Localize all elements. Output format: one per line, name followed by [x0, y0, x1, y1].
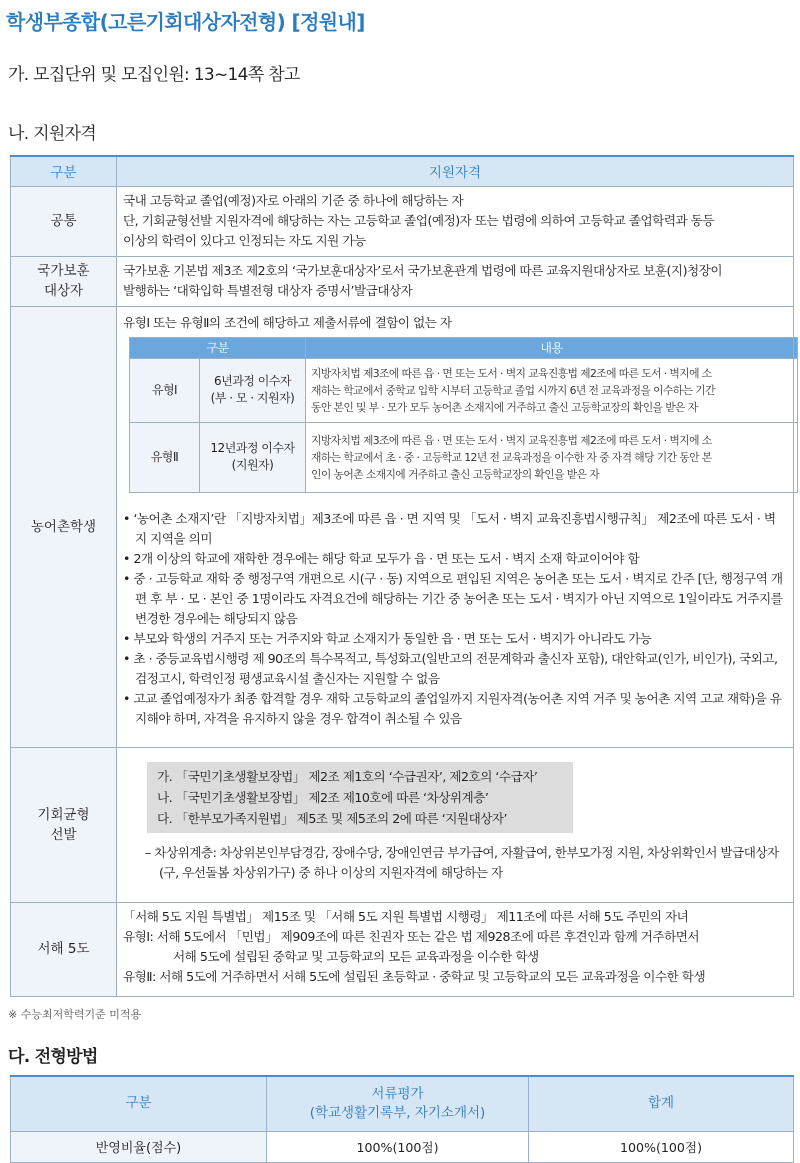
type-name: 유형Ⅰ — [130, 358, 200, 422]
row-label-seohae: 서해 5도 — [11, 902, 117, 996]
section-method-heading: 다. 전형방법 — [8, 1047, 98, 1067]
rural-notes-list — [123, 509, 787, 729]
eligibility-table — [10, 155, 794, 997]
method-table — [10, 1075, 794, 1163]
veteran-text: 국가보훈 기본법 제3조 제2호의 ‘국가보훈대상자’로서 국가보훈관계 법령에 따른 교육지원대상자로 보훈(지)청장이 발행하는 ‘대학입학 특별전형 대상자 증명서’발급대상자 — [117, 256, 794, 306]
inner-header-content: 내용 — [306, 337, 798, 358]
table-row — [11, 1131, 794, 1162]
list-item: • ‘농어촌 소재지’란 「지방자치법」제3조에 따른 읍 · 면 지역 및 「도서 · 벽지 교육진흥법시행규칙」 제2조에 따른 도서 · 벽지 지역을 의미 — [123, 509, 787, 549]
type-sub: 12년과정 이수자 (지원자) — [200, 422, 306, 492]
method-header-total: 합계 — [529, 1076, 794, 1131]
type-content: 지방자치법 제3조에 따른 읍 · 면 또는 도서 · 벽지 교육진흥법 제2조에 따른 도서 · 벽지에 소 재하는 학교에서 초 · 중 · 고등학교 12년 전 교육과정을 이수한 자 중 자격 해당 기간 동안 본 인이 농어촌 소재지에 거주하고 출신 고등학교장의 확인을 받은 자 — [306, 422, 798, 492]
opportunity-criteria-box: 가. 「국민기초생활보장법」 제2조 제1호의 ‘수급권자’, 제2호의 ‘수급자’ 나. 「국민기초생활보장법」 제2조 제10호에 따른 ‘차상위계층’ 다. 「한부모가족지원법」 제5조 및 제5조의 2에 따른 ‘지원대상자’ — [147, 762, 573, 833]
page-title: 학생부종합(고른기회대상자전형) [정원내] — [6, 10, 365, 34]
row-label-veteran: 국가보훈 대상자 — [11, 256, 117, 306]
common-text: 국내 고등학교 졸업(예정)자로 아래의 기준 중 하나에 해당하는 자 단, 기회균형선발 지원자격에 해당하는 자는 고등학교 졸업(예정)자 또는 법령에 의하여 고등학교 졸업학력과 동등 이상의 학력이 있다고 인정되는 자도 지원 가능 — [117, 186, 794, 256]
header-category: 구분 — [11, 156, 117, 186]
list-item: • 고교 졸업예정자가 최종 합격할 경우 재학 고등학교의 졸업일까지 지원자격(농어촌 지역 거주 및 농어촌 지역 고교 재학)을 유지해야 하며, 자격을 유지하지 않을 경우 합격이 취소될 수 있음 — [123, 689, 787, 729]
opportunity-note: – 차상위계층: 차상위본인부담경감, 장애수당, 장애인연금 부가급여, 자활급여, 한부모가정 지원, 차상위확인서 발급대상자(구, 우선돌봄 차상위가구) 중 하나 이상의 지원자격에 해당하는 자 — [145, 844, 779, 880]
list-item: • 2개 이상의 학교에 재학한 경우에는 해당 학교 모두가 읍 · 면 또는 도서 · 벽지 소재 학교이어야 함 — [123, 549, 787, 569]
rural-text — [117, 306, 794, 747]
row-opportunity — [11, 747, 794, 902]
section-recruitment-units: 가. 모집단위 및 모집인원: 13~14쪽 참고 — [8, 65, 300, 85]
row-common — [11, 186, 794, 256]
method-row-label: 반영비율(점수) — [11, 1131, 267, 1162]
row-veteran — [11, 256, 794, 306]
inner-header-category: 구분 — [130, 337, 306, 358]
row-rural — [11, 306, 794, 747]
type-sub: 6년과정 이수자 (부 · 모 · 지원자) — [200, 358, 306, 422]
header-eligibility: 지원자격 — [117, 156, 794, 186]
rural-intro: 유형Ⅰ 또는 유형Ⅱ의 조건에 해당하고 제출서류에 결함이 없는 자 — [123, 314, 452, 330]
list-item: • 초 · 중등교육법시행령 제 90조의 특수목적고, 특성화고(일반고의 전문계학과 출신자 포함), 대안학교(인가, 비인가), 국외고, 검정고시, 학력인정 평생교육시설 출신자는 지원할 수 없음 — [123, 649, 787, 689]
footnote: ※ 수능최저학력기준 미적용 — [8, 1008, 142, 1021]
row-label-rural: 농어촌학생 — [11, 306, 117, 747]
type-name: 유형Ⅱ — [130, 422, 200, 492]
seohae-text: 「서해 5도 지원 특별법」 제15조 및 「서해 5도 지원 특별법 시행령」 제11조에 따른 서해 5도 주민의 자녀 유형Ⅰ: 서해 5도에서 「민법」 제909조에 따른 친권자 또는 같은 법 제928조에 따른 후견인과 함께 거주하면서 서해 5도에 설립된 중학교 및 고등학교의 모든 교육과정을 이수한 학생 유형Ⅱ: 서해 5도에 거주하면서 서해 5도에 설립된 초등학교 · 중학교 및 고등학교의 모든 교육과정을 이수한 학생 — [117, 902, 794, 996]
rural-types-table — [129, 337, 798, 493]
section-eligibility-heading: 나. 지원자격 — [8, 124, 97, 144]
opportunity-text — [117, 747, 794, 902]
type-content: 지방자치법 제3조에 따른 읍 · 면 또는 도서 · 벽지 교육진흥법 제2조에 따른 도서 · 벽지에 소 재하는 학교에서 중학교 입학 시부터 고등학교 졸업 시까지 6년 전 교육과정을 이수하는 기간 동안 본인 및 부 · 모가 모두 농어촌 소재지에 거주하고 출신 고등학교장의 확인을 받은 자 — [306, 358, 798, 422]
row-label-common: 공통 — [11, 186, 117, 256]
rural-type-1 — [130, 358, 798, 422]
method-header-category: 구분 — [11, 1076, 267, 1131]
method-total-value: 100%(100점) — [529, 1131, 794, 1162]
list-item: • 중 · 고등학교 재학 중 행정구역 개편으로 시(구 · 동) 지역으로 편입된 지역은 농어촌 또는 도서 · 벽지로 간주 [단, 행정구역 개편 후 부 · 모 · 본인 중 1명이라도 자격요건에 해당하는 기간 중 농어촌 또는 도서 · 벽지가 아닌 지역으로 1일이라도 거주지를 변경한 경우에는 해당되지 않음 — [123, 569, 787, 629]
list-item: • 부모와 학생의 거주지 또는 거주지와 학교 소재지가 동일한 읍 · 면 또는 도서 · 벽지가 아니라도 가능 — [123, 629, 787, 649]
method-header-documents: 서류평가 (학교생활기록부, 자기소개서) — [267, 1076, 529, 1131]
method-doc-value: 100%(100점) — [267, 1131, 529, 1162]
row-label-opportunity: 기회균형 선발 — [11, 747, 117, 902]
rural-type-2 — [130, 422, 798, 492]
row-seohae — [11, 902, 794, 996]
